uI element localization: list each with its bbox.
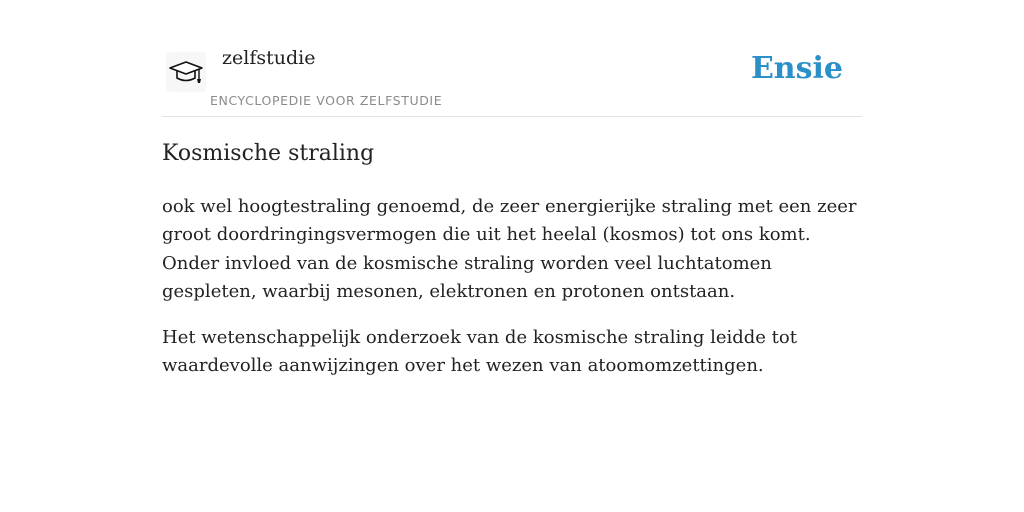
article <box>162 138 862 381</box>
article-paragraph: ook wel hoogtestraling genoemd, de zeer energierijke straling met een zeer groot doordringingsvermogen die uit het heelal (kosmos) tot ons komt. Onder invloed van de kosmische straling worden veel luchtatomen gespleten, waarbij mesonen, elektronen en protonen ontstaan. <box>162 196 857 302</box>
article-paragraph: Het wetenschappelijk onderzoek van de kosmische straling leidde tot waardevolle aanwijzingen over het wezen van atoomomzettingen. <box>162 327 797 377</box>
page-title: Kosmische straling <box>162 141 375 166</box>
ensie-brand-link[interactable]: Ensie <box>750 51 843 86</box>
site-tagline: ENCYCLOPEDIE VOOR ZELFSTUDIE <box>210 93 443 108</box>
site-header <box>162 0 862 117</box>
site-name[interactable]: zelfstudie <box>222 47 316 69</box>
graduation-cap-icon[interactable] <box>166 52 206 92</box>
